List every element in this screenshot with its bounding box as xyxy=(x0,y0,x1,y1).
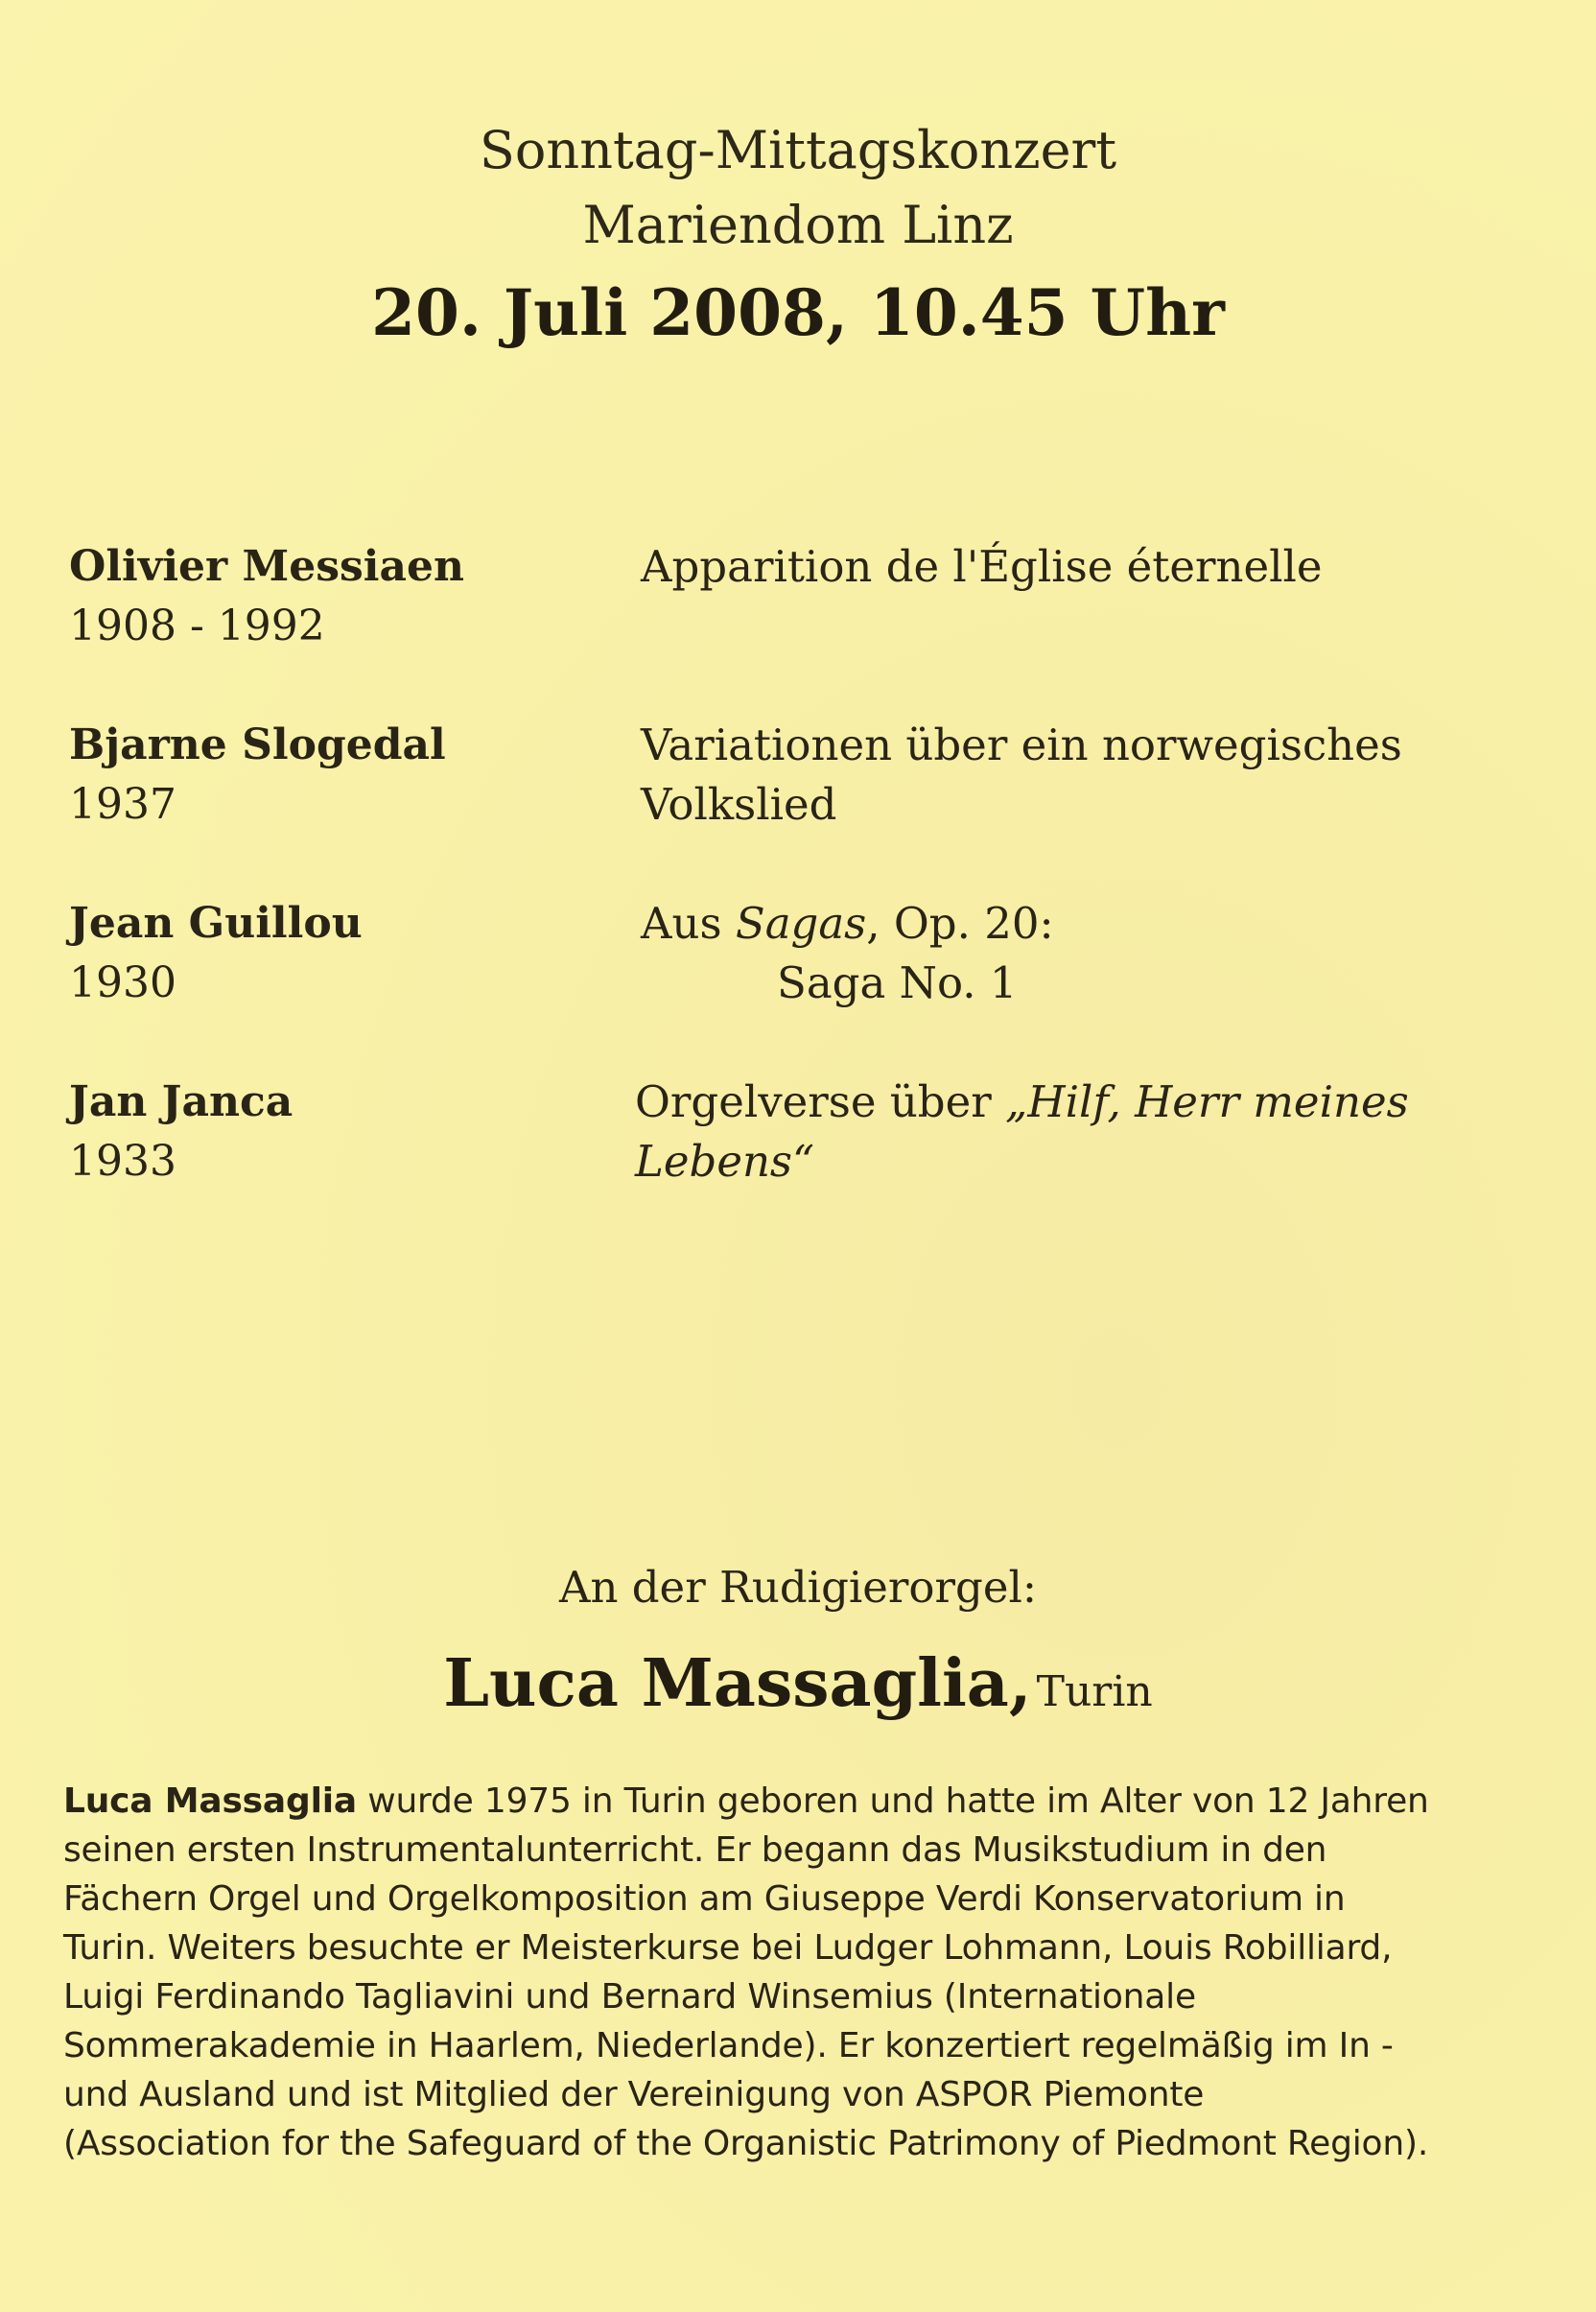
bio-lead-name: Luca Massaglia xyxy=(63,1781,357,1821)
bio-line: Turin. Weiters besuchte er Meisterkurse bei Ludger Lohmann, Louis Robilliard, xyxy=(63,1928,1393,1968)
performer-biography xyxy=(63,1777,1521,2168)
organ-intro: An der Rudigierorgel: xyxy=(558,1562,1038,1613)
bio-line: und Ausland und ist Mitglied der Vereinigung von ASPOR Piemonte xyxy=(63,2075,1205,2114)
work-line: Volkslied xyxy=(641,779,837,830)
performer-name: Luca Massaglia, xyxy=(443,1645,1032,1722)
composer-years: 1908 - 1992 xyxy=(69,602,325,650)
work-line xyxy=(635,1073,1537,1191)
bio-line: (Association for the Safeguard of the Organistic Patrimony of Piedmont Region). xyxy=(63,2124,1429,2163)
work-title xyxy=(635,1073,1537,1191)
program-list xyxy=(69,537,1546,1251)
concert-series-title: Sonntag-Mittagskonzert xyxy=(479,120,1117,180)
performer-block xyxy=(0,1556,1596,1744)
performer-line xyxy=(0,1640,1596,1744)
work-suffix: , Op. 20: xyxy=(866,898,1054,949)
bio-line: Fächern Orgel und Orgelkomposition am Giuseppe Verdi Konservatorium in xyxy=(63,1879,1346,1919)
program-header xyxy=(0,113,1596,359)
venue-title: Mariendom Linz xyxy=(582,195,1014,255)
work-line: Apparition de l'Église éternelle xyxy=(641,541,1323,592)
work-title xyxy=(641,894,1542,1013)
program-item xyxy=(69,537,1546,716)
bio-line: Luigi Ferdinando Tagliavini und Bernard Winsemius (Internationale xyxy=(63,1977,1196,2017)
composer-name: Olivier Messiaen xyxy=(69,542,464,591)
composer-block xyxy=(69,537,606,656)
bio-line xyxy=(63,1777,1521,1826)
program-item xyxy=(69,716,1546,894)
work-title xyxy=(641,537,1542,597)
composer-years: 1937 xyxy=(69,780,176,829)
work-subtitle: Saga No. 1 xyxy=(777,957,1018,1008)
bio-line: seinen ersten Instrumentalunterricht. Er begann das Musikstudium in den xyxy=(63,1830,1327,1870)
work-title xyxy=(641,716,1542,835)
program-item xyxy=(69,894,1546,1073)
composer-years: 1933 xyxy=(69,1137,176,1186)
composer-name: Jean Guillou xyxy=(69,899,363,948)
composer-block xyxy=(69,894,606,1013)
bio-text: wurde 1975 in Turin geboren und hatte im Alter von 12 Jahren xyxy=(356,1781,1429,1821)
composer-block xyxy=(69,1073,606,1191)
bio-line: Sommerakademie in Haarlem, Niederlande). Er konzertiert regelmäßig im In - xyxy=(63,2026,1394,2065)
work-prefix: Orgelverse über xyxy=(635,1076,1006,1127)
composer-block xyxy=(69,716,606,835)
work-italic-title: Sagas xyxy=(735,898,867,949)
composer-name: Jan Janca xyxy=(69,1077,293,1126)
work-italic-title: „Hilf, Herr meines Lebens“ xyxy=(635,1076,1409,1187)
work-line: Variationen über ein norwegisches xyxy=(641,720,1402,770)
performer-city: Turin xyxy=(1036,1667,1153,1716)
concert-date: 20. Juli 2008, 10.45 Uhr xyxy=(371,275,1225,350)
composer-name: Bjarne Slogedal xyxy=(69,720,446,769)
work-line xyxy=(641,894,1542,954)
composer-years: 1930 xyxy=(69,958,176,1007)
work-prefix: Aus xyxy=(641,898,736,949)
program-item xyxy=(69,1073,1546,1251)
